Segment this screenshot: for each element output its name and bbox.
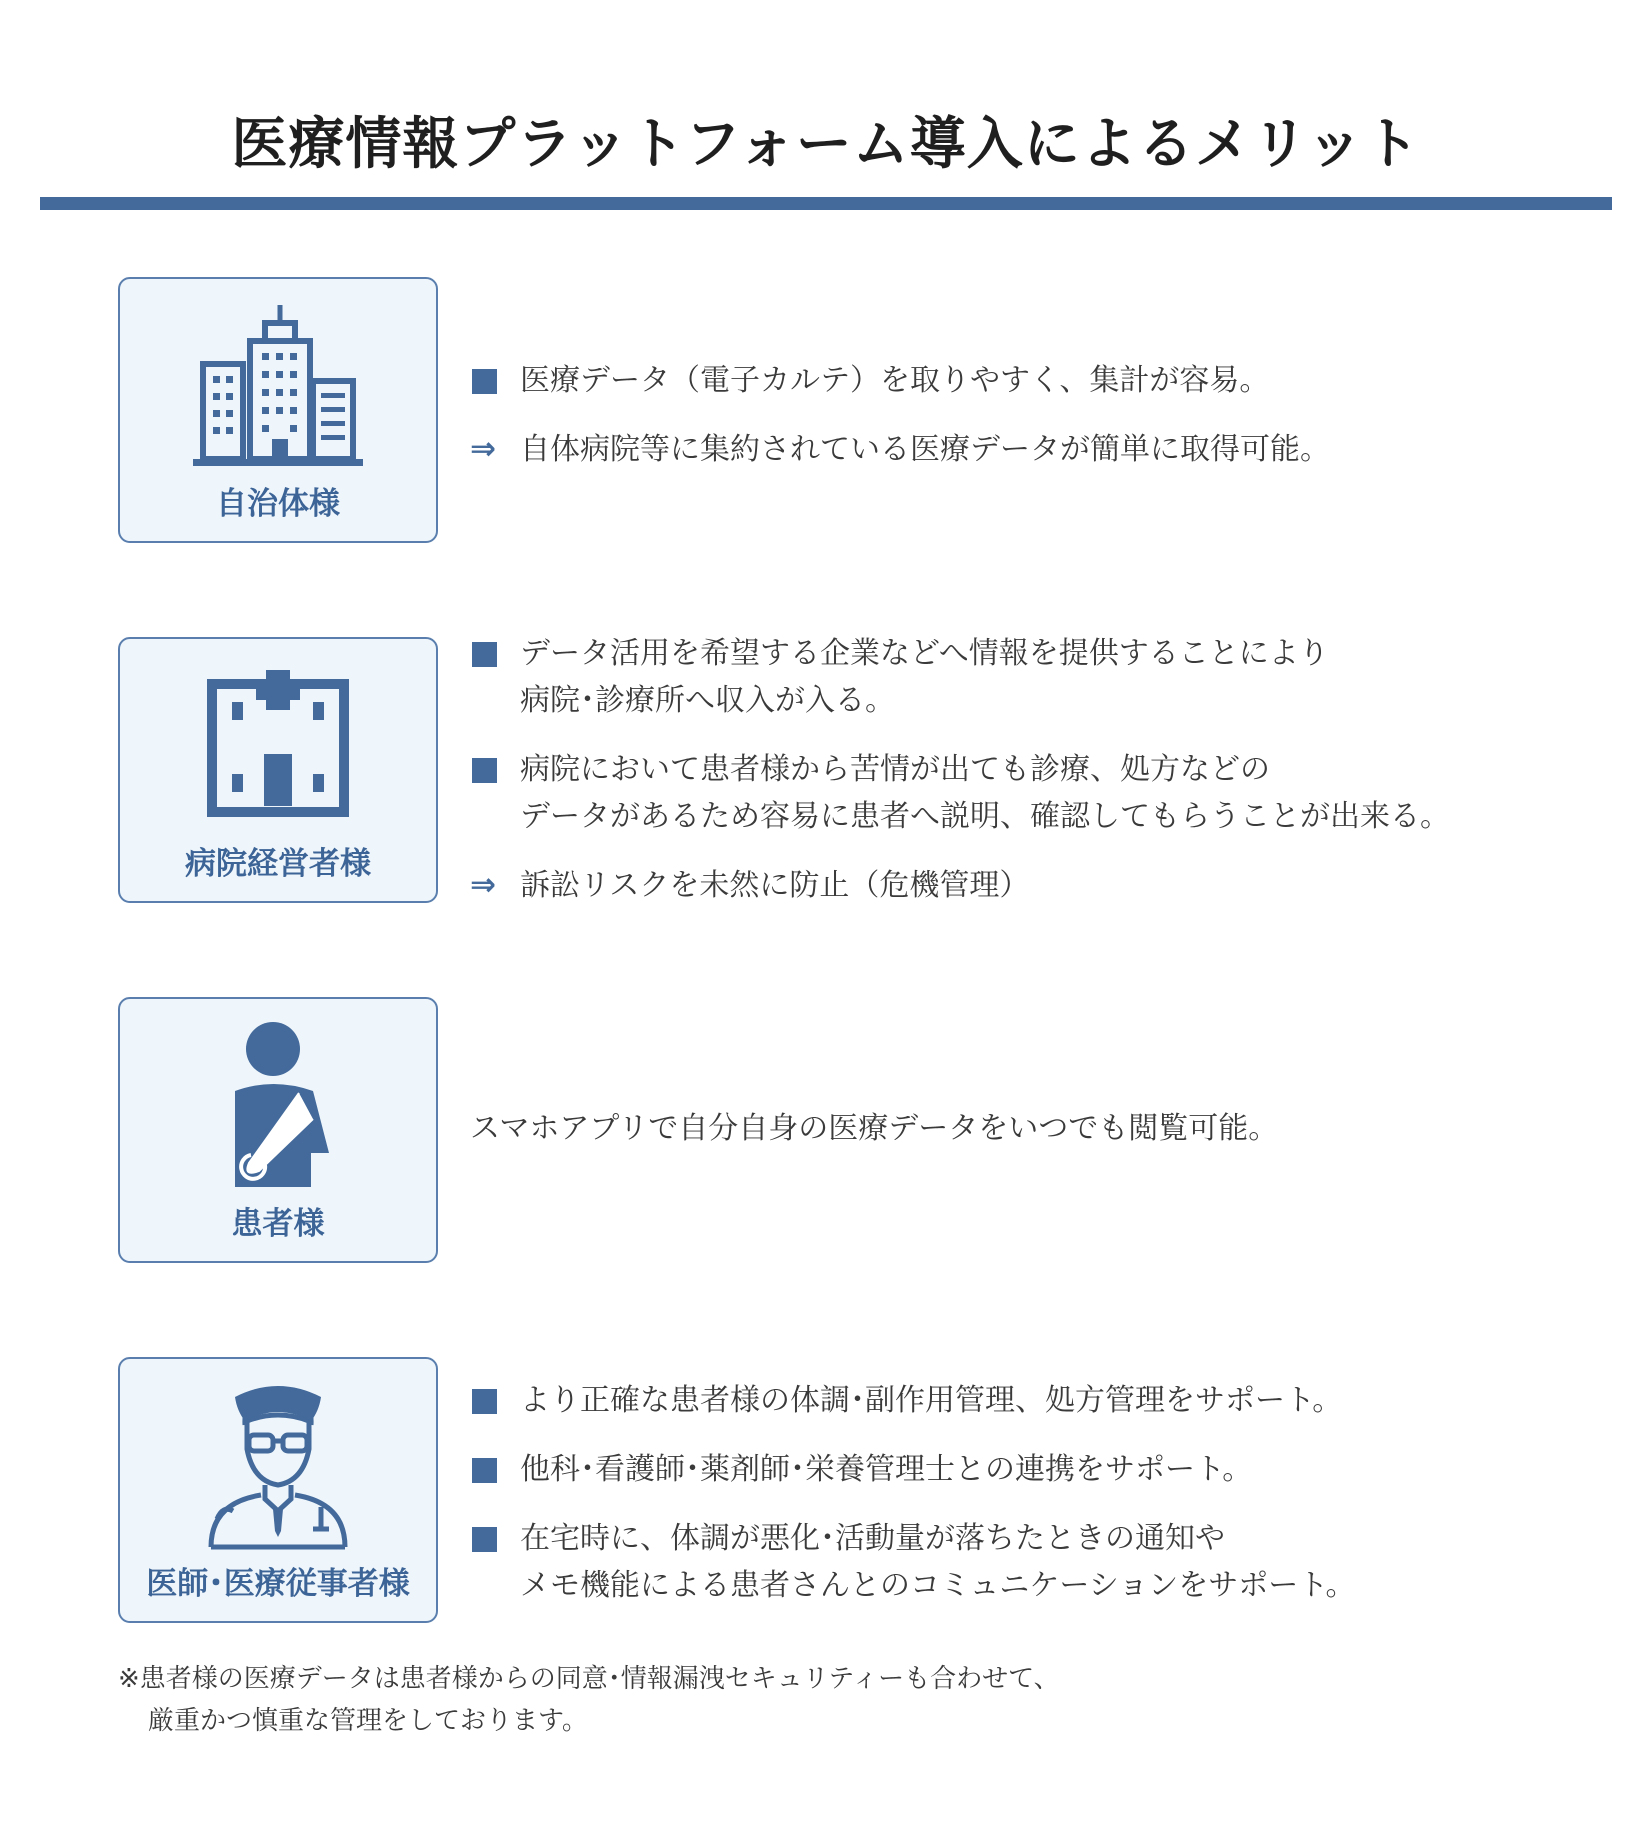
card-patient [118, 997, 438, 1263]
list-item [470, 862, 1590, 909]
footnote-line: 厳重かつ慎重な管理をしております。 [148, 1706, 588, 1736]
item-text: 医療データ（電子カルテ）を取りやすく、集計が容易。 [520, 363, 1270, 398]
list-item [470, 746, 1590, 840]
item-text: 訴訟リスクを未然に防止（危機管理） [520, 868, 1030, 903]
patient-icon [120, 1021, 436, 1191]
item-text: 病院において患者様から苦情が出ても診療、処方などの [520, 752, 1270, 787]
arrow-icon: ⇒ [470, 867, 496, 903]
doctor-icon [120, 1381, 436, 1551]
office-building-icon [120, 301, 436, 471]
card-hospital-management [118, 637, 438, 903]
list-item [470, 1446, 1590, 1493]
list-item [470, 426, 1590, 473]
section-content [470, 1105, 1590, 1152]
list-item [470, 1377, 1590, 1424]
card-label: 医師･医療従事者様 [146, 1566, 410, 1602]
section-content [470, 1377, 1590, 1631]
card-medical-staff [118, 1357, 438, 1623]
list-item [470, 357, 1590, 404]
item-text: 自体病院等に集約されている医療データが簡単に取得可能。 [520, 432, 1330, 467]
item-text: 他科･看護師･薬剤師･栄養管理士との連携をサポート。 [520, 1452, 1253, 1487]
arrow-icon: ⇒ [470, 431, 496, 467]
section-content [470, 357, 1590, 495]
card-label: 患者様 [231, 1206, 325, 1242]
card-label: 病院経営者様 [185, 846, 371, 882]
square-bullet-icon [472, 642, 497, 667]
card-municipality [118, 277, 438, 543]
footnote-line: ※患者様の医療データは患者様からの同意･情報漏洩セキュリティーも合わせて、 [118, 1664, 1060, 1694]
square-bullet-icon [472, 1458, 497, 1483]
page-title: 医療情報プラットフォーム導入によるメリット [231, 112, 1421, 177]
item-text: より正確な患者様の体調･副作用管理、処方管理をサポート。 [520, 1383, 1343, 1418]
card-label: 自治体様 [216, 486, 340, 522]
square-bullet-icon [472, 1527, 497, 1552]
square-bullet-icon [472, 1389, 497, 1414]
item-text: スマホアプリで自分自身の医療データをいつでも閲覧可能。 [470, 1111, 1279, 1146]
item-text: メモ機能による患者さんとのコミュニケーションをサポート。 [520, 1568, 1356, 1603]
section-content [470, 630, 1590, 931]
item-text: データ活用を希望する企業などへ情報を提供することにより [520, 636, 1329, 671]
square-bullet-icon [472, 758, 497, 783]
item-text: データがあるため容易に患者へ説明、確認してもらうことが出来る。 [520, 799, 1450, 834]
hospital-icon [120, 661, 436, 831]
square-bullet-icon [472, 369, 497, 394]
item-text: 在宅時に、体調が悪化･活動量が落ちたときの通知や [520, 1521, 1225, 1556]
item-text: 病院･診療所へ収入が入る。 [520, 683, 895, 718]
title-underline [40, 197, 1612, 210]
list-item [470, 1515, 1590, 1609]
list-item [470, 630, 1590, 724]
footnote [118, 1658, 1060, 1742]
